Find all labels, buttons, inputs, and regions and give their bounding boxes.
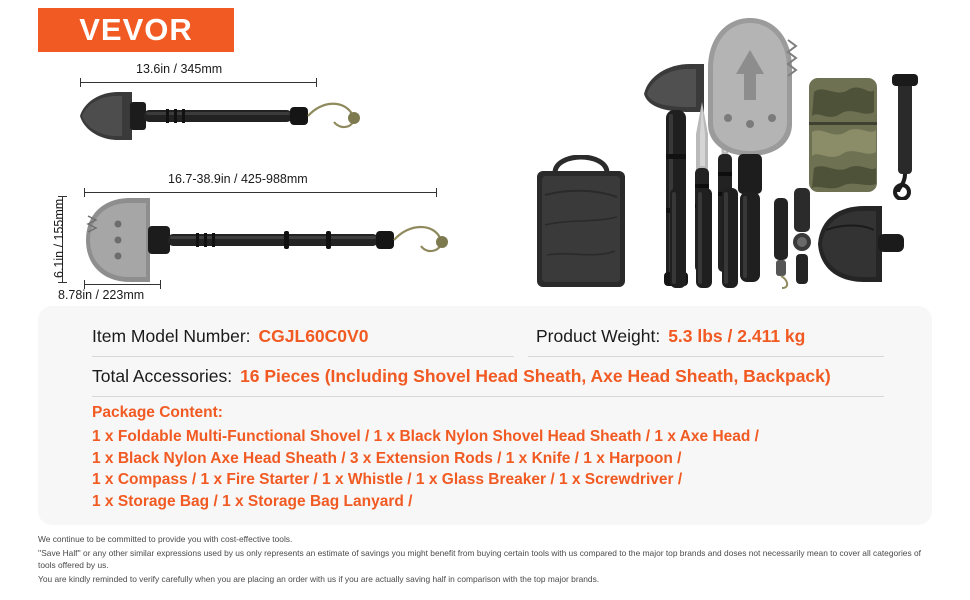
model-number-value: CGJL60C0V0: [258, 326, 369, 346]
camouflage-backpack: [806, 72, 880, 198]
footer-disclaimer: [38, 533, 938, 586]
product-info-panel: [38, 306, 932, 525]
axe-dimension-tick-right: [316, 78, 317, 87]
package-content-line: 1 x Foldable Multi-Functional Shovel / 1 x Black Nylon Shovel Head Sheath / 1 x Axe Head /: [92, 428, 759, 445]
footer-line: ''Save Half'' or any other similar expressions used by us only represents an estimate of savings you might benefit from buying certain tools with us compared to the major top brands and doses not necessarily mean to cover all categories of tools offered by us.: [38, 547, 921, 571]
package-content-line: 1 x Black Nylon Axe Head Sheath / 3 x Extension Rods / 1 x Knife / 1 x Harpoon /: [92, 449, 682, 467]
package-content-line: 1 x Storage Bag / 1 x Storage Bag Lanyard /: [92, 492, 413, 510]
axe-illustration: [70, 82, 390, 152]
brand-logo-text: VEVOR: [79, 12, 193, 47]
shovel-length-label: 16.7-38.9in / 425-988mm: [168, 172, 308, 186]
axe-dimension-tick-left: [80, 78, 81, 87]
model-number-underline: [92, 356, 514, 357]
total-accessories-underline: [92, 396, 884, 397]
package-content-list: [92, 426, 912, 512]
package-content-title: Package Content:: [92, 404, 223, 421]
shovel-width-dimension-line: [84, 284, 160, 285]
total-accessories-field: [92, 366, 831, 387]
package-content-line: 1 x Compass / 1 x Fire Starter / 1 x Whistle / 1 x Glass Breaker / 1 x Screwdriver /: [92, 471, 683, 488]
shovel-width-tick-right: [160, 280, 161, 289]
axe-dimension-line: [80, 82, 316, 83]
axe-head-sheath: [812, 200, 908, 290]
axe-length-label: 13.6in / 345mm: [136, 62, 223, 76]
total-accessories-label: Total Accessories:: [92, 366, 233, 386]
footer-line: You are kindly reminded to verify carefully when you are placing an order with us if you are actually saving half in comparison with the top major brands.: [38, 573, 600, 584]
product-weight-label: Product Weight:: [536, 326, 661, 346]
shovel-length-tick-left: [84, 188, 85, 197]
shoulder-strap: [880, 70, 932, 200]
product-weight-field: [536, 326, 805, 347]
model-number-label: Item Model Number:: [92, 326, 251, 346]
shovel-length-tick-right: [436, 188, 437, 197]
storage-bag: [533, 155, 629, 290]
shovel-head-width-label: 8.78in / 223mm: [58, 288, 145, 302]
total-accessories-value: 16 Pieces (Including Shovel Head Sheath, Axe Head Sheath, Backpack): [240, 366, 831, 386]
footer-line: We continue to be committed to provide you with cost-effective tools.: [38, 534, 293, 544]
shovel-height-tick-bottom: [58, 282, 67, 283]
shovel-height-tick-top: [58, 196, 67, 197]
shovel-head-height-label: 6.1in / 155mm: [52, 198, 66, 278]
product-weight-underline: [528, 356, 884, 357]
product-weight-value: 5.3 lbs / 2.411 kg: [668, 326, 806, 346]
extension-rod-1: [668, 188, 688, 290]
shovel-length-dimension-line: [84, 192, 436, 193]
shovel-illustration: [78, 190, 478, 290]
model-number-field: [92, 326, 368, 347]
